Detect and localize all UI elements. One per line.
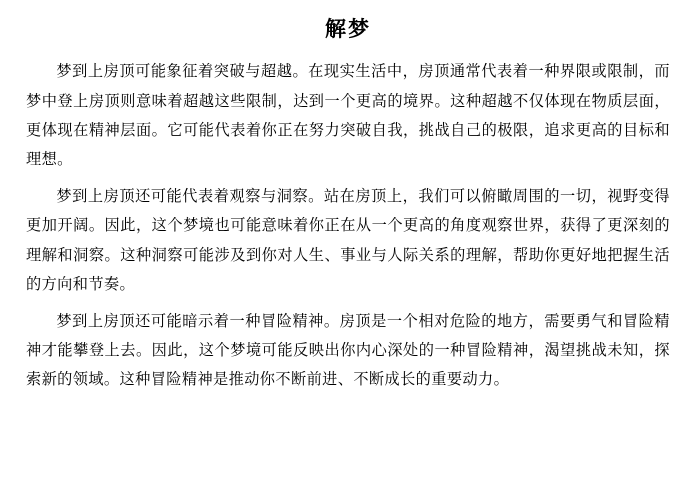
page-title: 解梦 [325, 16, 371, 41]
paragraph: 梦到上房顶还可能代表着观察与洞察。站在房顶上，我们可以俯瞰周围的一切，视野变得更加开阔。因此，这个梦境也可能意味着你正在从一个更高的角度观察世界，获得了更深刻的理解和洞察。这种洞察可能涉及到你对人生、事业与人际关系的理解，帮助你更好地把握生活的方向和节奏。 [26, 187, 670, 293]
paragraph: 梦到上房顶还可能暗示着一种冒险精神。房顶是一个相对危险的地方，需要勇气和冒险精神才能攀登上去。因此，这个梦境可能反映出你内心深处的一种冒险精神，渴望挑战未知，探索新的领域。这种冒险精神是推动你不断前进、不断成长的重要动力。 [26, 311, 670, 389]
paragraph: 梦到上房顶可能象征着突破与超越。在现实生活中，房顶通常代表着一种界限或限制，而梦中登上房顶则意味着超越这些限制，达到一个更高的境界。这种超越不仅体现在物质层面，更体现在精神层面。它可能代表着你正在努力突破自我，挑战自己的极限，追求更高的目标和理想。 [26, 62, 670, 168]
